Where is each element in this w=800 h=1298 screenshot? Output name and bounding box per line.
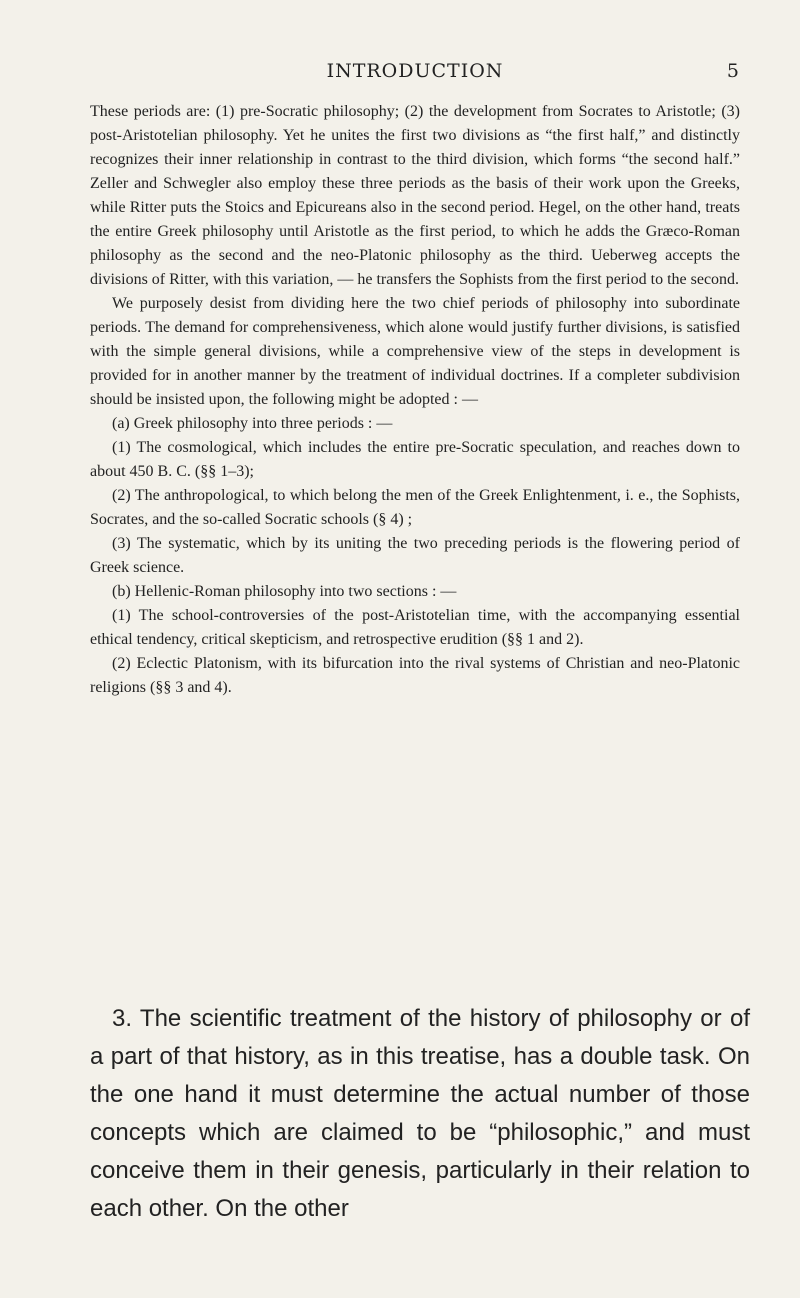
body-text-large — [90, 1000, 750, 1228]
section-paragraph: 3. The scientific treatment of the history of philosophy or of a part of that history, as in this treatise, has a double task. On the one hand it must determine the actual number of those concepts which are claimed to be “philosophic,” and must conceive them in their genesis, particularly in their relation to each other. On the other — [90, 1005, 750, 1222]
page-number: 5 — [726, 60, 740, 82]
list-item: (1) The school-controversies of the post-Aristotelian time, with the accompanying essential ethical tendency, critical skepticism, and retrospective erudition (§§ 1 and 2). — [90, 607, 740, 648]
list-item: (a) Greek philosophy into three periods : — — [112, 415, 393, 432]
list-item: (3) The systematic, which by its uniting the two preceding periods is the flowering period of Greek science. — [90, 535, 740, 576]
body-text-small — [90, 100, 740, 700]
list-item: (b) Hellenic-Roman philosophy into two sections : — — [112, 583, 457, 600]
list-item: (1) The cosmological, which includes the entire pre-Socratic speculation, and reaches down to about 450 B. C. (§§ 1–3); — [90, 439, 740, 480]
running-title: INTRODUCTION — [326, 60, 504, 82]
page-header — [90, 60, 740, 88]
list-item: (2) The anthropological, to which belong the men of the Greek Enlightenment, i. e., the Sophists, Socrates, and the so-called Socratic schools (§ 4) ; — [90, 487, 740, 528]
list-item: (2) Eclectic Platonism, with its bifurcation into the rival systems of Christian and neo-Platonic religions (§§ 3 and 4). — [90, 655, 740, 696]
paragraph: We purposely desist from dividing here the two chief periods of philosophy into subordinate periods. The demand for comprehensiveness, which alone would justify further divisions, is satisfied with the simple general divisions, while a comprehensive view of the steps in development is provided for in another manner by the treatment of individual doctrines. If a completer subdivision should be insisted upon, the following might be adopted : — — [90, 295, 740, 408]
paragraph: These periods are: (1) pre-Socratic philosophy; (2) the development from Socrates to Aristotle; (3) post-Aristotelian philosophy. Yet he unites the first two divisions as “the first half,” and distinctly recognizes their inner relationship in contrast to the third division, which forms “the second half.” Zeller and Schwegler also employ these three periods as the basis of their work upon the Greeks, while Ritter puts the Stoics and Epicureans also in the second period. Hegel, on the other hand, treats the entire Greek philosophy until Aristotle as the first period, to which he adds the Græco-Roman philosophy as the second and the neo-Platonic philosophy as the third. Ueberweg accepts the divisions of Ritter, with this variation, — he transfers the Sophists from the first period to the second. — [90, 103, 740, 288]
